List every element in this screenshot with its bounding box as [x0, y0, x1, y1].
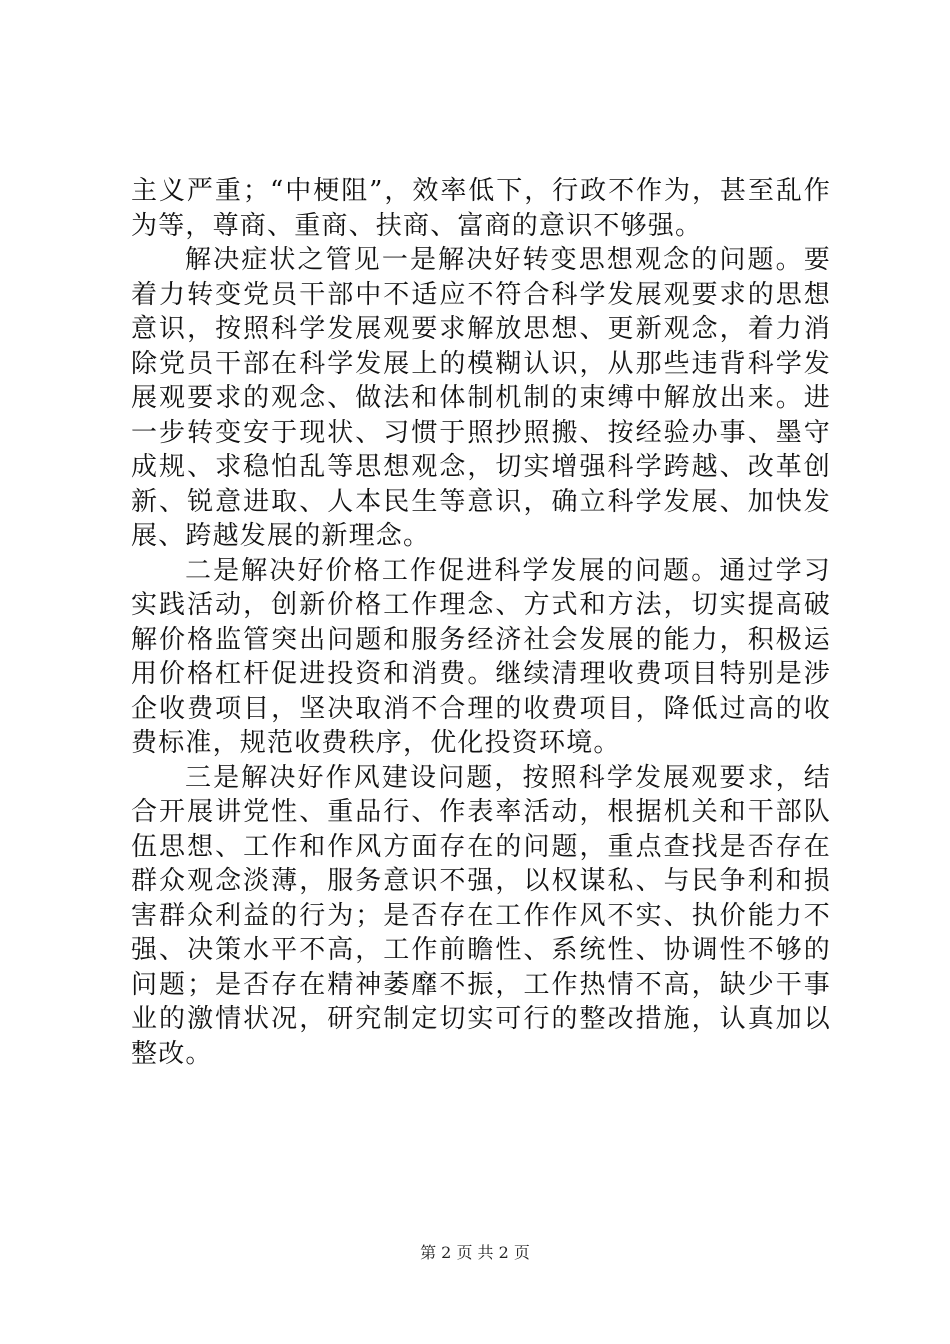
paragraph-continuation: 主义严重；“中梗阻”，效率低下，行政不作为，甚至乱作为等，尊商、重商、扶商、富商的意识不够强。: [131, 176, 831, 241]
document-body: [131, 174, 831, 1071]
paragraph-point-three: 三是解决好作风建设问题，按照科学发展观要求，结合开展讲党性、重品行、作表率活动，根据机关和干部队伍思想、工作和作风方面存在的问题，重点查找是否存在群众观念淡薄，服务意识不强，以权谋私、与民争利和损害群众利益的行为；是否存在工作作风不实、执价能力不强、决策水平不高，工作前瞻性、系统性、协调性不够的问题；是否存在精神萎靡不振，工作热情不高，缺少干事业的激情状况，研究制定切实可行的整改措施，认真加以整改。: [131, 762, 831, 1069]
paragraph-point-one: 解决症状之管见一是解决好转变思想观念的问题。要着力转变党员干部中不适应不符合科学发展观要求的思想意识，按照科学发展观要求解放思想、更新观念，着力消除党员干部在科学发展上的模糊认识，从那些违背科学发展观要求的观念、做法和体制机制的束缚中解放出来。进一步转变安于现状、习惯于照抄照搬、按经验办事、墨守成规、求稳怕乱等思想观念，切实增强科学跨越、改革创新、锐意进取、人本民生等意识，确立科学发展、加快发展、跨越发展的新理念。: [131, 245, 831, 551]
paragraph-point-two: 二是解决好价格工作促进科学发展的问题。通过学习实践活动，创新价格工作理念、方式和方法，切实提高破解价格监管突出问题和服务经济社会发展的能力，积极运用价格杠杆促进投资和消费。继续清理收费项目特别是涉企收费项目，坚决取消不合理的收费项目，降低过高的收费标准，规范收费秩序，优化投资环境。: [131, 555, 831, 758]
page-number-footer: 第 2 页 共 2 页: [420, 1243, 530, 1262]
